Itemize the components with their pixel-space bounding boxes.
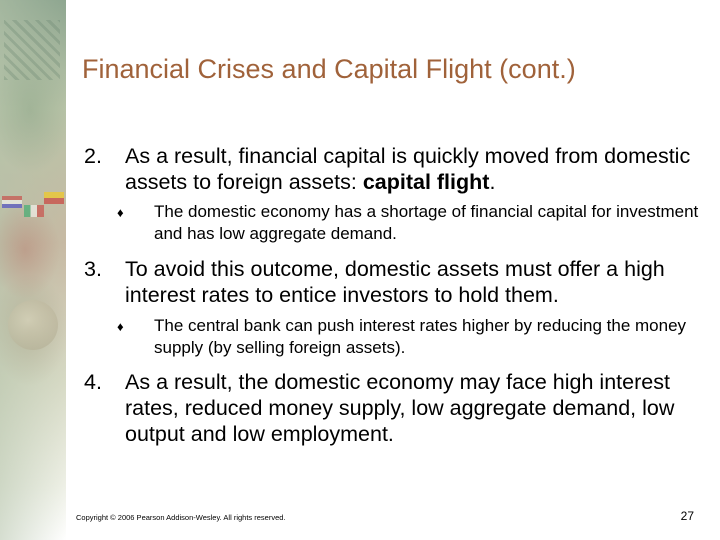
copyright-footer: Copyright © 2006 Pearson Addison-Wesley. All rights reserved. [76,513,286,522]
diamond-bullet-icon: ♦ [117,319,124,334]
emphasis-term: capital flight [362,170,490,194]
list-number: 2. [84,144,102,168]
map-texture [4,20,60,80]
globe-image [8,300,58,350]
page-number: 27 [680,509,694,523]
list-text: As a result, the domestic economy may face high interest rates, reduced money supply, low aggregate demand, low output and low employment. [125,370,675,446]
list-text-part: . [489,170,496,194]
slide-title: Financial Crises and Capital Flight (cont.) [82,54,576,84]
flag-image [44,192,64,204]
sub-bullet-text: The central bank can push interest rates higher by reducing the money supply (by selling foreign assets). [154,316,687,357]
flag-image [24,205,44,217]
diamond-bullet-icon: ♦ [117,205,124,220]
list-text [125,143,705,195]
decorative-side-image [0,0,66,540]
list-text-part: As a result, financial capital is quickly moved from domestic assets to foreign assets: [125,144,691,194]
list-text: To avoid this outcome, domestic assets must offer a high interest rates to entice investors to hold them. [125,257,665,307]
list-number: 3. [84,257,102,281]
flag-image [2,196,22,208]
sub-bullet-text: The domestic economy has a shortage of financial capital for investment and has low aggregate demand. [154,202,699,243]
list-number: 4. [84,370,102,394]
